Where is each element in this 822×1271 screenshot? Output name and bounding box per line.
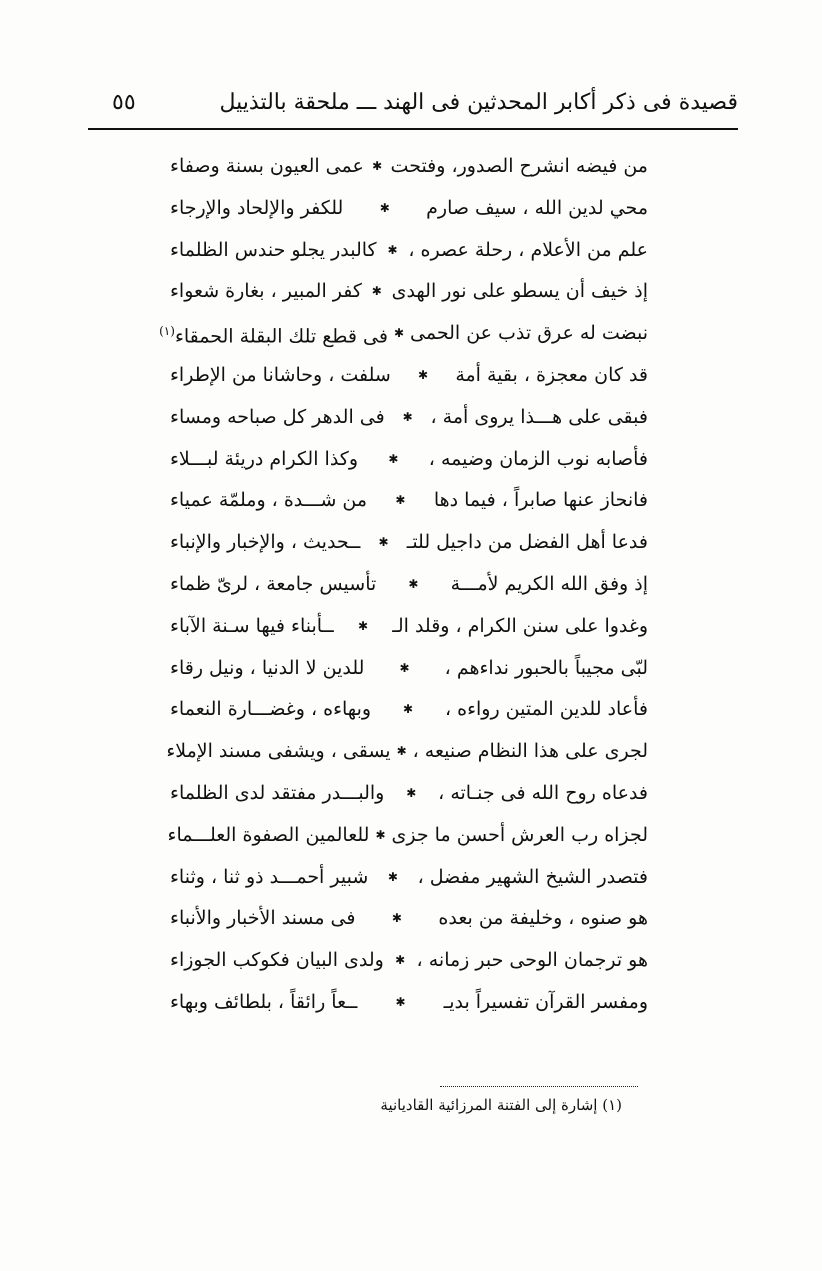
verse-separator-star: ✱ [388,451,399,466]
verse-first-hemistich: وغدوا على سنن الكرام ، وقلد الـ [392,614,648,637]
verse-second-hemistich [170,773,384,815]
verse-separator-star: ✱ [395,953,406,968]
verse-line [170,564,648,606]
header-rule [88,128,738,130]
verse-first-hemistich: لجرى على هذا النظام صنيعه ، [412,740,648,763]
verse-second-hemistich [170,564,376,606]
verse-line [170,940,648,982]
verse-second-hemistich [170,522,360,564]
verse-first-hemistich: فبقى على هـــذا يروى أمة ، [430,405,648,428]
verse-second-text: تأسيس جامعة ، لرىّ ظماء [170,572,377,595]
verse-separator-star: ✱ [387,242,398,257]
verse-second-text: ــحديث ، والإخبار والإنباء [170,531,361,554]
verse-second-hemistich [170,146,364,188]
verse-line [170,355,648,397]
verse-second-hemistich [170,606,334,648]
verse-separator-star: ✱ [395,493,406,508]
verse-first-hemistich: قد كان معجزة ، بقية أمة [455,363,648,386]
verse-first-hemistich: إذ خيف أن يسطو على نور الهدى [391,280,648,303]
verse-line [170,648,648,690]
verse-separator-star: ✱ [375,827,386,842]
verse-separator-star: ✱ [408,576,419,591]
footnote: (١) إشارة إلى الفتنة المرزائية القاديانية [380,1096,622,1114]
verse-separator-star: ✱ [378,535,389,550]
verse-second-text: والبـــدر مفتقد لدى الظلماء [170,781,385,804]
verse-second-text: وبهاءه ، وغضـــارة النعماء [170,698,372,721]
verse-second-hemistich [170,188,343,230]
verse-second-text: كفر المبير ، بغارة شعواء [170,280,362,303]
verse-first-hemistich: هو ترجمان الوحى حبر زمانه ، [416,949,648,972]
verse-second-hemistich [170,982,357,1024]
verse-separator-star: ✱ [402,409,413,424]
verse-line [170,271,648,313]
verse-line [170,982,648,1024]
verse-second-text: فى مسند الأخبار والأنباء [170,907,356,930]
verse-second-text: فى الدهر كل صباحه ومساء [170,405,385,428]
verse-second-hemistich [170,940,384,982]
verse-second-hemistich [168,815,370,857]
verse-separator-star: ✱ [371,284,382,299]
verse-second-hemistich [166,731,390,773]
verse-second-hemistich [170,355,391,397]
verse-second-text: كالبدر يجلو حندس الظلماء [170,238,377,261]
verse-line [170,439,648,481]
verse-second-hemistich [170,857,368,899]
verse-separator-star: ✱ [418,367,429,382]
verse-line [170,188,648,230]
verse-line [170,397,648,439]
footnote-divider [440,1086,638,1087]
verse-first-hemistich: فدعاه روح الله فى جنـاته ، [438,781,648,804]
verse-first-hemistich: فتصدر الشيخ الشهير مفضل ، [417,865,648,888]
verse-first-hemistich: من فيضه انشرح الصدور، وفتحت [390,155,648,177]
verse-line [170,230,648,272]
verse-second-hemistich [170,898,355,940]
verse-line [170,857,648,899]
verse-line [170,522,648,564]
verse-line [166,731,648,773]
verse-separator-star: ✱ [387,869,398,884]
verse-second-text: ــعاً رائقاً ، بلطائف وبهاء [170,990,358,1013]
verse-second-text: ــأبناء فيها سـنة الآباء [170,614,334,637]
verse-second-text: للكفر والإلحاد والإرجاء [170,196,344,219]
verse-separator-star: ✱ [395,994,406,1009]
verse-second-text: من شـــدة ، وملمّة عمياء [170,489,368,512]
verse-line [170,480,648,522]
verse-line [170,689,648,731]
verse-second-text: للعالمين الصفوة العلـــماء [167,823,370,846]
verse-separator-star: ✱ [393,326,404,341]
verse-first-hemistich: علم من الأعلام ، رحلة عصره ، [408,238,648,261]
verse-first-hemistich: إذ وفق الله الكريم لأمـــة [450,572,648,595]
verse-second-hemistich [170,230,377,272]
page-number: ٥٥ [112,90,136,115]
footnote-marker: (١) [159,323,175,338]
verse-line [170,898,648,940]
verse-second-text: وكذا الكرام دريئة لبـــلاء [170,447,359,470]
verse-line [167,815,648,857]
verse-separator-star: ✱ [379,200,390,215]
verse-line [170,606,648,648]
header-title: قصيدة فى ذكر أكابر المحدثين فى الهند ـــ ملحقة بالتذييل [219,90,738,115]
verse-separator-star: ✱ [406,785,417,800]
verse-second-text: عمى العيون بسنة وصفاء [170,155,364,177]
verse-separator-star: ✱ [372,159,383,173]
verse-first-hemistich: فانحاز عنها صابراً ، فيما دها [433,489,648,512]
verse-second-text: للدين لا الدنيا ، ونيل رقاء [170,656,365,679]
verse-separator-star: ✱ [391,911,402,926]
verse-first-hemistich: لجزاه رب العرش أحسن ما جزى [391,823,648,846]
verse-second-text: ولدى البيان فكوكب الجوزاء [170,949,384,972]
verse-line [170,146,648,188]
verse-second-hemistich [170,480,367,522]
running-header [88,86,738,126]
verse-second-hemistich [170,439,358,481]
verse-second-text: شبير أحمـــد ذو ثنا ، وثناء [170,865,369,888]
verse-line [170,773,648,815]
verse-second-text: يسقى ، ويشفى مسند الإملاء [166,740,391,763]
verse-second-hemistich [170,648,364,690]
verse-first-hemistich: فدعا أهل الفضل من داجيل للتـ [406,531,648,554]
verse-first-hemistich: فأعاد للدين المتين رواءه ، [444,698,648,721]
verse-first-hemistich: لبّى مجيباً بالحبور نداءهم ، [444,656,648,679]
verse-second-hemistich [170,689,371,731]
verse-first-hemistich: محي لدين الله ، سيف صارم [426,196,648,219]
verse-line [159,313,648,355]
verse-second-text: سلفت ، وحاشانا من الإطراء [170,363,391,386]
verse-separator-star: ✱ [399,660,410,675]
verse-second-text: فى قطع تلك البقلة الحمقاء [174,324,388,347]
verse-first-hemistich: هو صنوه ، وخليفة من بعده [438,907,648,930]
verse-second-hemistich [170,397,385,439]
verse-second-hemistich [157,311,388,358]
verse-separator-star: ✱ [357,618,369,633]
verse-second-hemistich [170,271,362,313]
verse-first-hemistich: ومفسر القرآن تفسيراً بديـ [443,990,648,1013]
verse-first-hemistich: نبضت له عرق تذب عن الحمى [410,322,648,345]
poem-verses [159,146,648,1024]
verse-separator-star: ✱ [396,744,407,759]
verse-first-hemistich: فأصابه نوب الزمان وضيمه ، [428,447,648,470]
verse-separator-star: ✱ [402,702,414,717]
